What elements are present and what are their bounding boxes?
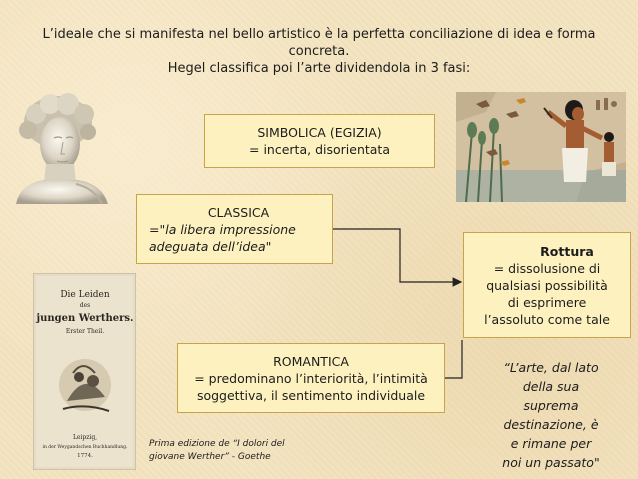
quote-line-4: destinazione, è	[503, 417, 599, 432]
romantica-to-rottura-arrow	[445, 340, 462, 378]
classica-to-rottura-arrow	[333, 229, 461, 282]
phase-classica-head: CLASSICA	[207, 204, 270, 220]
title-line-1: L’ideale che si manifesta nel bello artistico è la perfetta conciliazione di idea e forma	[42, 27, 596, 42]
book-title-line-1: Die Leiden	[60, 290, 110, 300]
phase-simbolica-box	[204, 114, 435, 168]
phase-simbolica-desc: = incerta, disorientata	[249, 142, 390, 157]
rottura-line-4: l’assoluto come tale	[484, 311, 610, 327]
phase-romantica-desc-2: soggettiva, il sentimento individuale	[196, 387, 426, 403]
phase-romantica-desc-1: = predominano l’interiorità, l’intimità	[194, 370, 428, 386]
title-line-3: Hegel classifica poi l’arte dividendola in 3 fasi:	[167, 61, 471, 76]
phase-romantica-head: ROMANTICA	[273, 353, 349, 369]
egyptian-fresco-image	[456, 92, 626, 202]
phase-romantica-box	[177, 343, 445, 413]
book-imprint-line-1: Leipzig,	[72, 434, 98, 441]
quote-line-1: “L’arte, dal lato	[503, 360, 599, 375]
phase-simbolica-head: SIMBOLICA (EGIZIA)	[257, 125, 382, 140]
book-title-line-2: des	[79, 302, 91, 309]
hegel-quote	[470, 358, 632, 472]
phase-classica-desc-1: ="la libera impressione	[149, 221, 296, 237]
book-imprint-line-2: in der Weygandschen Buchhandlung.	[42, 445, 128, 450]
phase-classica-desc-2: adeguata dell’idea"	[149, 238, 272, 254]
book-caption	[149, 438, 319, 464]
rottura-line-2: qualsiasi possibilità	[486, 277, 608, 293]
caption-line-2: giovane Werther” - Goethe	[149, 452, 271, 462]
werther-book-image	[33, 273, 136, 470]
rottura-line-3: di esprimere	[507, 294, 587, 310]
quote-line-2: della sua	[522, 379, 580, 394]
phase-classica-box	[136, 194, 333, 264]
quote-line-5: e rimane per	[510, 436, 592, 451]
quote-line-3: suprema	[523, 398, 579, 413]
book-title-line-3: jungen Werthers.	[36, 313, 134, 324]
caption-line-1: Prima edizione de “I dolori del	[149, 439, 285, 449]
rottura-line-1: = dissolusione di	[493, 260, 601, 276]
book-title-line-4: Erster Theil.	[65, 328, 105, 335]
rottura-head: Rottura	[540, 243, 594, 259]
quote-line-6: noi un passato"	[502, 455, 600, 470]
slide-title	[20, 26, 618, 77]
book-vignette-icon	[59, 359, 111, 411]
book-imprint-line-3: 1774.	[77, 453, 93, 459]
rottura-box	[463, 232, 631, 338]
title-line-2: concreta.	[288, 44, 350, 59]
apollo-bust-image	[6, 92, 118, 204]
